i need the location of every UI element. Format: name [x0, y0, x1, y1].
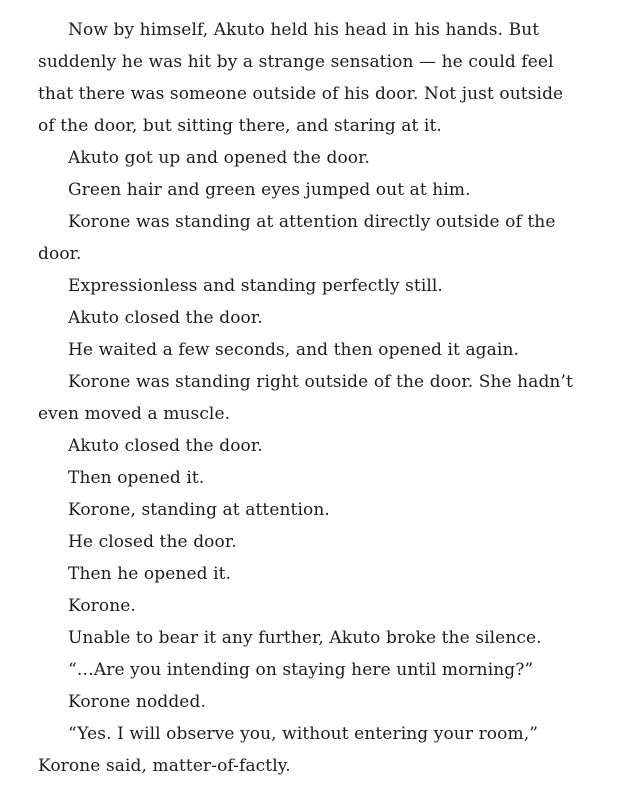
paragraph: Korone was standing right outside of the door. She hadn’t even moved a muscle.	[38, 372, 573, 424]
paragraph: He waited a few seconds, and then opened it again.	[68, 340, 519, 360]
paragraph: Korone.	[68, 596, 136, 616]
paragraph: Akuto closed the door.	[68, 308, 263, 328]
paragraph: Korone nodded.	[68, 692, 206, 712]
paragraph: Then he opened it.	[68, 564, 232, 584]
paragraph: Korone, standing at attention.	[68, 500, 330, 520]
paragraph: Then opened it.	[68, 468, 205, 488]
paragraph: Akuto got up and opened the door.	[68, 148, 370, 168]
paragraph: Green hair and green eyes jumped out at him.	[68, 180, 471, 200]
paragraph: Akuto closed the door.	[68, 436, 263, 456]
paragraph: Korone was standing at attention directly outside of the door.	[38, 212, 556, 264]
paragraph: Now by himself, Akuto held his head in his hands. But suddenly he was hit by a strange sensation — he could feel that there was someone outside of his door. Not just outside of the door, but sitting there, and staring at it.	[38, 20, 564, 136]
paragraph: Unable to bear it any further, Akuto broke the silence.	[68, 628, 542, 648]
paragraph: “Yes. I will observe you, without entering your room,” Korone said, matter-of-factly.	[38, 724, 538, 776]
paragraph: Expressionless and standing perfectly still.	[68, 276, 443, 296]
paragraph: “…Are you intending on staying here until morning?”	[68, 660, 534, 680]
paragraph: He closed the door.	[68, 532, 237, 552]
